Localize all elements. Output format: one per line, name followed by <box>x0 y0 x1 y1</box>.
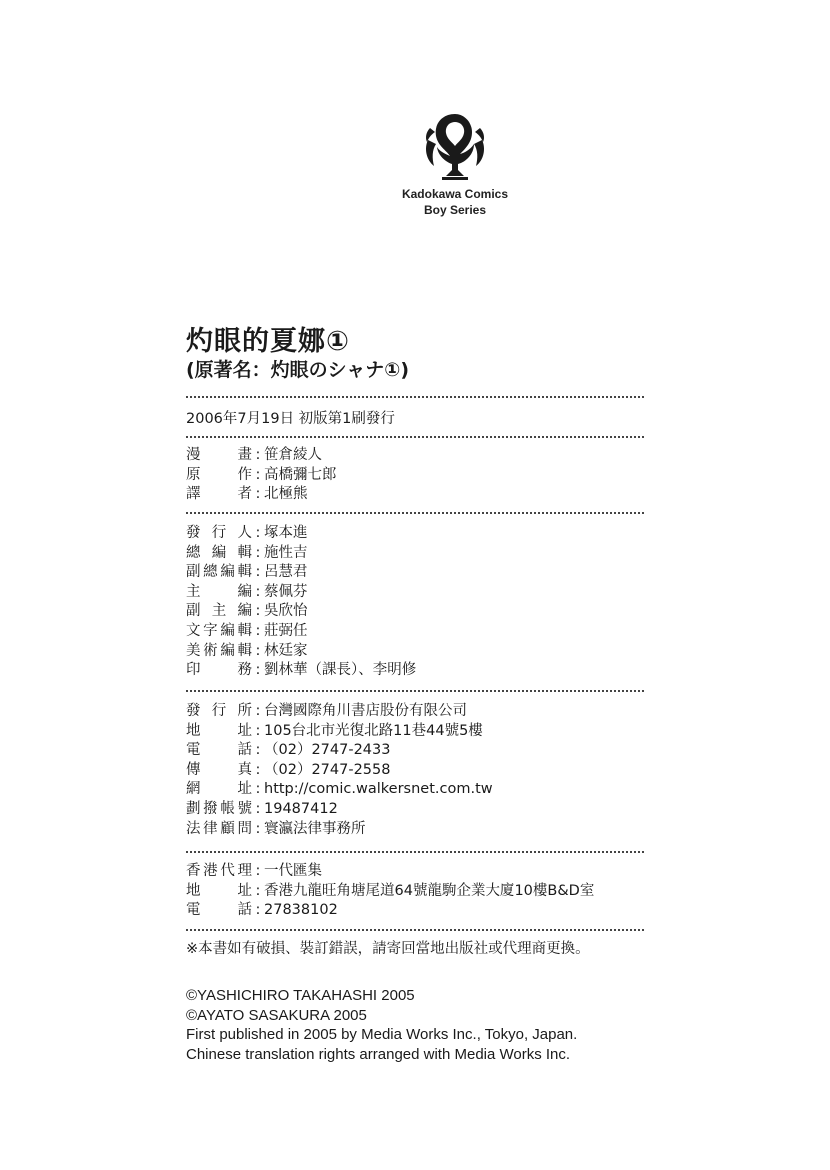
staff-value: 呂慧君 <box>264 564 308 581</box>
hongkong-row: 香港代理 : 一代匯集 <box>186 862 646 882</box>
publisher-logo <box>380 110 530 218</box>
original-title: (原著名：灼眼のシャナ①) <box>186 359 410 381</box>
copyright-line: First published in 2005 by Media Works Inc., Tokyo, Japan. <box>186 1026 578 1043</box>
credit-label: 漫畫 <box>186 447 252 463</box>
hongkong-label: 電話 <box>186 902 252 919</box>
hongkong-value: 香港九龍旺角塘尾道64號龍駒企業大廈10樓B&D室 <box>264 882 595 899</box>
staff-row: 主編 : 蔡佩芬 <box>186 583 646 603</box>
publisher-label: 電話 <box>186 742 252 759</box>
staff-value: 林廷家 <box>264 642 308 659</box>
credits-section <box>186 446 646 505</box>
hongkong-value: 一代匯集 <box>264 863 322 879</box>
credit-value: 高橋彌七郎 <box>264 466 337 483</box>
publisher-row: 法律顧問 : 寰瀛法律事務所 <box>186 820 646 840</box>
book-title: 灼眼的夏娜① <box>186 326 350 357</box>
publisher-label: 法律顧問 <box>186 820 252 837</box>
dotted-divider <box>186 851 644 853</box>
dotted-divider <box>186 396 644 398</box>
publisher-row: 電話 : （02）2747-2433 <box>186 741 646 761</box>
publisher-label: 劃撥帳號 <box>186 800 252 817</box>
publisher-value: （02）2747-2558 <box>264 761 391 778</box>
credit-label: 原作 <box>186 466 252 483</box>
copyright-section <box>186 986 646 1064</box>
publisher-row: 地址 : 105台北市光復北路11巷44號5樓 <box>186 722 646 742</box>
publisher-row: 劃撥帳號 : 19487412 <box>186 800 646 820</box>
hongkong-label: 香港代理 <box>186 863 252 879</box>
staff-label: 印務 <box>186 662 252 679</box>
credit-value: 北極熊 <box>264 486 308 503</box>
publisher-row: 發行所 : 台灣國際角川書店股份有限公司 <box>186 702 646 722</box>
staff-value: 塚本進 <box>264 525 308 541</box>
staff-row: 副主編 : 吳欣怡 <box>186 602 646 622</box>
hongkong-section <box>186 862 646 921</box>
publisher-section <box>186 702 646 839</box>
copyright-line: ©AYATO SASAKURA 2005 <box>186 1006 367 1024</box>
credit-row: 漫畫 : 笹倉綾人 <box>186 446 646 466</box>
publisher-value: 19487412 <box>264 800 338 817</box>
staff-label: 副總編輯 <box>186 564 252 581</box>
credit-label: 譯者 <box>186 486 252 503</box>
publisher-label: 網址 <box>186 781 252 798</box>
website-link[interactable]: http://comic.walkersnet.com.tw <box>264 781 493 798</box>
staff-value: 莊弼任 <box>264 622 308 639</box>
staff-value: 蔡佩芬 <box>264 583 308 600</box>
staff-label: 副主編 <box>186 603 252 620</box>
copyright-line: Chinese translation rights arranged with Media Works Inc. <box>186 1045 571 1063</box>
replacement-notice: ※本書如有破損、裝訂錯誤，請寄回當地出版社或代理商更換。 <box>186 941 590 957</box>
publisher-row: 網址 : http://comic.walkersnet.com.tw <box>186 780 646 800</box>
hongkong-row: 電話 : 27838102 <box>186 901 646 921</box>
dotted-divider <box>186 929 644 931</box>
logo-text-line2: Boy Series <box>423 203 487 217</box>
staff-row: 總編輯 : 施性吉 <box>186 544 646 564</box>
staff-row: 印務 : 劉林華（課長）、李明修 <box>186 661 646 681</box>
publisher-label: 發行所 <box>186 703 252 719</box>
publisher-label: 地址 <box>186 722 252 739</box>
staff-label: 發行人 <box>186 525 252 541</box>
edition-date: 2006年7月19日 初版第1刷發行 <box>186 411 395 427</box>
hongkong-row: 地址 : 香港九龍旺角塘尾道64號龍駒企業大廈10樓B&D室 <box>186 882 646 902</box>
credit-value: 笹倉綾人 <box>264 447 322 463</box>
staff-row: 文字編輯 : 莊弼任 <box>186 622 646 642</box>
staff-value: 吳欣怡 <box>264 603 308 620</box>
staff-label: 美術編輯 <box>186 642 252 659</box>
dotted-divider <box>186 436 644 438</box>
publisher-value: 寰瀛法律事務所 <box>264 820 366 837</box>
credit-row: 譯者 : 北極熊 <box>186 485 646 505</box>
logo-text-line1: Kadokawa Comics <box>401 187 509 201</box>
copyright-line: ©YASHICHIRO TAKAHASHI 2005 <box>186 987 415 1004</box>
publisher-value: （02）2747-2433 <box>264 742 391 759</box>
publisher-value: 105台北市光復北路11巷44號5樓 <box>264 722 483 739</box>
hongkong-label: 地址 <box>186 882 252 899</box>
dotted-divider <box>186 690 644 692</box>
publisher-value: 台灣國際角川書店股份有限公司 <box>264 703 467 719</box>
staff-row: 副總編輯 : 呂慧君 <box>186 563 646 583</box>
hongkong-value: 27838102 <box>264 902 338 919</box>
staff-section <box>186 524 646 681</box>
staff-label: 主編 <box>186 583 252 600</box>
publisher-label: 傳真 <box>186 761 252 778</box>
staff-label: 總編輯 <box>186 544 252 561</box>
phoenix-emblem-icon <box>420 110 490 184</box>
credit-row: 原作 : 高橋彌七郎 <box>186 466 646 486</box>
staff-value: 劉林華（課長）、李明修 <box>264 662 417 679</box>
dotted-divider <box>186 512 644 514</box>
staff-row: 發行人 : 塚本進 <box>186 524 646 544</box>
staff-label: 文字編輯 <box>186 622 252 639</box>
staff-value: 施性吉 <box>264 544 308 561</box>
staff-row: 美術編輯 : 林廷家 <box>186 642 646 662</box>
publisher-row: 傳真 : （02）2747-2558 <box>186 761 646 781</box>
